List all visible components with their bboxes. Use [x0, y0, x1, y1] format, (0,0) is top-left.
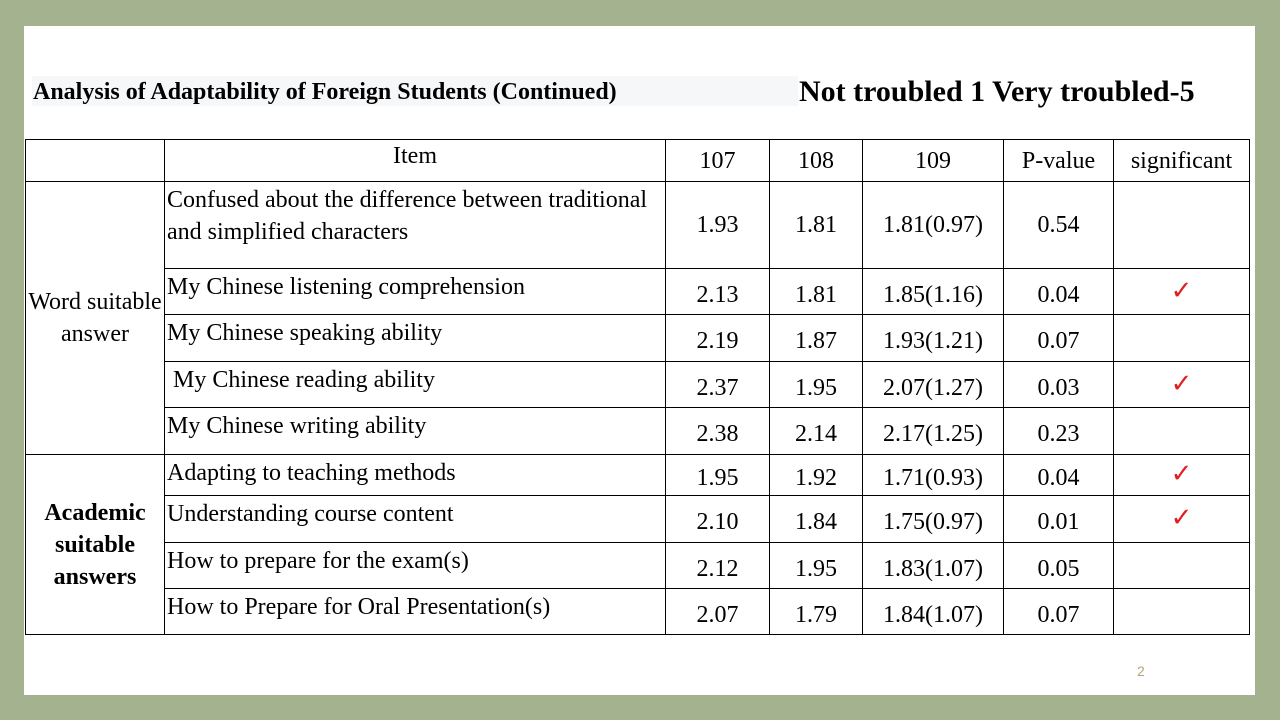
slide	[24, 26, 1255, 695]
header-cell-109: 109	[863, 140, 1004, 182]
p-value: 0.07	[1004, 589, 1114, 635]
table-row	[26, 543, 1250, 589]
item-cell: How to Prepare for Oral Presentation(s)	[165, 589, 666, 635]
p-value: 0.23	[1004, 408, 1114, 455]
header-cell-item: Item	[165, 140, 666, 182]
p-value: 0.01	[1004, 496, 1114, 543]
value-108: 1.95	[770, 362, 863, 408]
value-108: 1.84	[770, 496, 863, 543]
value-109: 1.81(0.97)	[863, 182, 1004, 269]
header-cell-p-value: P-value	[1004, 140, 1114, 182]
significant-cell	[1114, 362, 1250, 408]
group-label: Word suitable answer	[28, 289, 162, 347]
check-icon: ✓	[1170, 368, 1193, 398]
significant-cell	[1114, 269, 1250, 315]
group-label: Academic suitable answers	[44, 499, 146, 590]
p-value: 0.03	[1004, 362, 1114, 408]
value-108: 1.95	[770, 543, 863, 589]
significant-cell	[1114, 455, 1250, 496]
item-cell: My Chinese speaking ability	[165, 315, 666, 362]
value-108: 2.14	[770, 408, 863, 455]
p-value: 0.04	[1004, 269, 1114, 315]
check-icon: ✓	[1170, 275, 1193, 305]
page-number: 2	[1137, 663, 1145, 679]
item-cell: My Chinese writing ability	[165, 408, 666, 455]
value-109: 1.83(1.07)	[863, 543, 1004, 589]
value-107: 2.38	[666, 408, 770, 455]
item-cell: Adapting to teaching methods	[165, 455, 666, 496]
p-value: 0.54	[1004, 182, 1114, 269]
table-row	[26, 182, 1250, 269]
significant-cell	[1114, 408, 1250, 455]
header-cell-significant: significant	[1114, 140, 1250, 182]
item-cell: Confused about the difference between traditional and simplified characters	[165, 182, 666, 269]
value-108: 1.79	[770, 589, 863, 635]
header-cell-108: 108	[770, 140, 863, 182]
value-107: 2.10	[666, 496, 770, 543]
group-cell-word	[26, 182, 165, 455]
value-109: 1.84(1.07)	[863, 589, 1004, 635]
group-cell-academic	[26, 455, 165, 635]
check-icon: ✓	[1170, 503, 1193, 532]
value-109: 1.75(0.97)	[863, 496, 1004, 543]
item-cell: Understanding course content	[165, 496, 666, 543]
check-icon: ✓	[1170, 459, 1193, 488]
value-109: 1.85(1.16)	[863, 269, 1004, 315]
significant-cell	[1114, 543, 1250, 589]
value-107: 2.19	[666, 315, 770, 362]
p-value: 0.04	[1004, 455, 1114, 496]
results-table	[25, 139, 1250, 635]
value-107: 2.37	[666, 362, 770, 408]
table-row	[26, 315, 1250, 362]
value-107: 2.13	[666, 269, 770, 315]
p-value: 0.07	[1004, 315, 1114, 362]
p-value: 0.05	[1004, 543, 1114, 589]
significant-cell	[1114, 182, 1250, 269]
header-cell-107: 107	[666, 140, 770, 182]
value-108: 1.92	[770, 455, 863, 496]
value-108: 1.87	[770, 315, 863, 362]
value-107: 1.93	[666, 182, 770, 269]
value-109: 2.07(1.27)	[863, 362, 1004, 408]
value-109: 1.93(1.21)	[863, 315, 1004, 362]
value-107: 2.07	[666, 589, 770, 635]
value-107: 2.12	[666, 543, 770, 589]
table-row	[26, 455, 1250, 496]
item-cell: My Chinese reading ability	[165, 362, 666, 408]
scale-note: Not troubled 1 Very troubled-5	[799, 75, 1195, 108]
table-row	[26, 362, 1250, 408]
value-108: 1.81	[770, 182, 863, 269]
header-row	[26, 140, 1250, 182]
table-row	[26, 589, 1250, 635]
item-cell: My Chinese listening comprehension	[165, 269, 666, 315]
table-row	[26, 496, 1250, 543]
significant-cell	[1114, 496, 1250, 543]
value-107: 1.95	[666, 455, 770, 496]
header-cell	[26, 140, 165, 182]
slide-title: Analysis of Adaptability of Foreign Students (Continued)	[32, 76, 798, 106]
significant-cell	[1114, 315, 1250, 362]
item-cell: How to prepare for the exam(s)	[165, 543, 666, 589]
value-109: 2.17(1.25)	[863, 408, 1004, 455]
value-109: 1.71(0.93)	[863, 455, 1004, 496]
value-108: 1.81	[770, 269, 863, 315]
table-row	[26, 408, 1250, 455]
significant-cell	[1114, 589, 1250, 635]
table-row	[26, 269, 1250, 315]
